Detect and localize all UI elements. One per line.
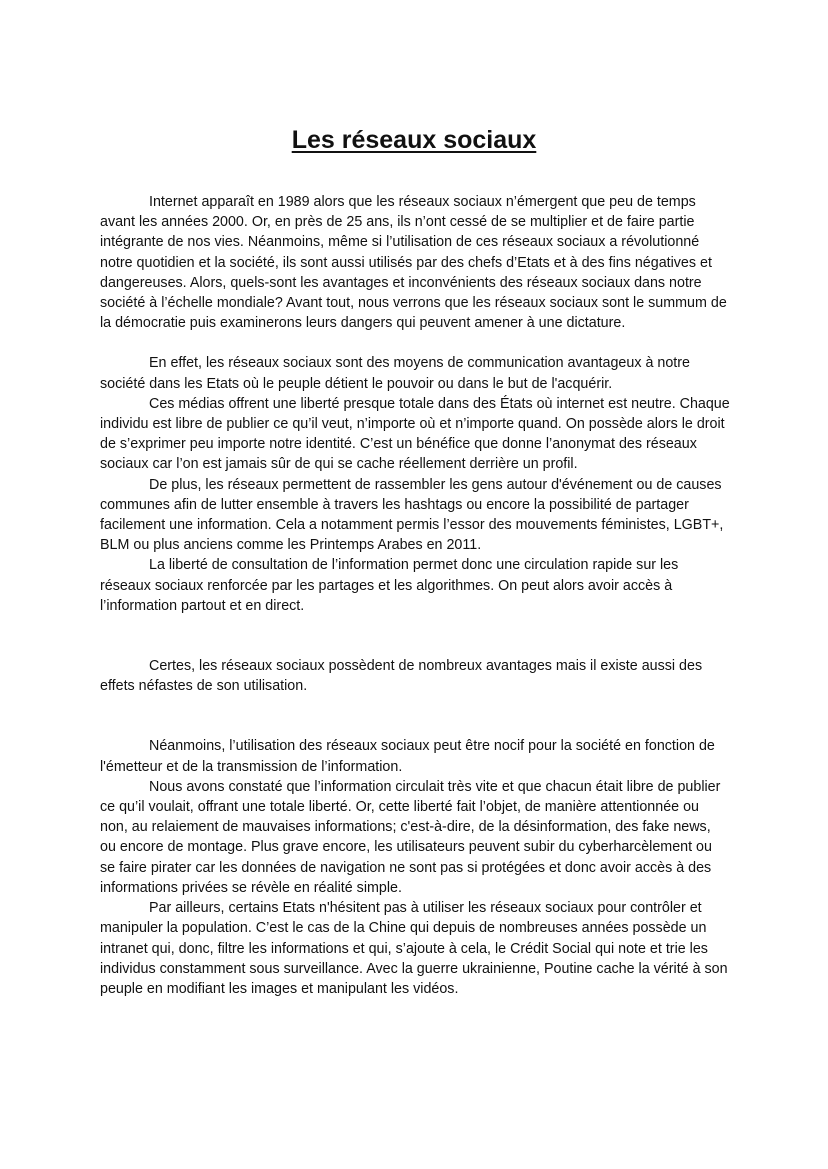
paragraph-hashtags: De plus, les réseaux permettent de rassembler les gens autour d'événement ou de causes communes afin de lutter ensemble à travers les hashtags ou encore la possibilité de partager facilement une information. Cela a notamment permis l’essor des mouvements féministes, LGBT+, BLM ou plus anciens comme les Printemps Arabes en 2011.: [100, 476, 724, 554]
paragraph-spacer: [100, 696, 730, 736]
document-title: Les réseaux sociaux: [291, 126, 537, 154]
paragraph-introduction: Internet apparaît en 1989 alors que les réseaux sociaux n’émergent que peu de temps avant les années 2000. Or, en près de 25 ans, ils n’ont cessé de se multiplier et de faire partie intégrante de nos vies. Néanmoins, même si l’utilisation de ces réseaux sociaux a révolutionné notre quotidien et la société, ils sont aussi utilisés par des chefs d’Etats et à des fins négatives et dangereuses. Alors, quels-sont les avantages et inconvénients des réseaux sociaux dans notre société à l’échelle mondiale? Avant tout, nous verrons que les réseaux sociaux sont le summum de la démocratie puis examinerons leurs dangers qui peuvent amener à une dictature.: [100, 194, 727, 332]
paragraph-spacer: [100, 616, 730, 656]
paragraph-spacer: [100, 333, 730, 353]
paragraph-part1-intro: En effet, les réseaux sociaux sont des moyens de communication avantageux à notre société dans les Etats où le peuple détient le pouvoir ou dans le but de l'acquérir.: [100, 355, 690, 392]
paragraph-freedom: Ces médias offrent une liberté presque totale dans des États où internet est neutre. Chaque individu est libre de publier ce qu’il veut, n’importe où et n’importe quand. On possède alors le droit de s’exprimer peu importe notre identité. C’est un bénéfice que donne l’anonymat des réseaux sociaux car l’on est jamais sûr de qui se cache réellement derrière un profil.: [100, 395, 730, 473]
paragraph-disinformation: Nous avons constaté que l’information circulait très vite et que chacun était libre de publier ce qu’il voulait, offrant une totale liberté. Or, cette liberté fait l’objet, de manière attentionnée ou non, au relaiement de mauvaises informations; c'est-à-dire, de la désinformation, des fake news, ou encore de montage. Plus grave encore, les utilisateurs peuvent subir du cyberharcèlement ou se faire pirater car les données de navigation ne sont pas si protégées et donc avoir accès à des informations privées se révèle en réalité simple.: [100, 778, 721, 896]
paragraph-part2-intro: Néanmoins, l’utilisation des réseaux sociaux peut être nocif pour la société en fonction de l'émetteur et de la transmission de l’information.: [100, 738, 715, 775]
paragraph-information: La liberté de consultation de l’information permet donc une circulation rapide sur les réseaux sociaux renforcée par les partages et les algorithmes. On peut alors avoir accès à l’information partout et en direct.: [100, 557, 679, 614]
paragraph-transition: Certes, les réseaux sociaux possèdent de nombreux avantages mais il existe aussi des effets néfastes de son utilisation.: [100, 658, 703, 695]
paragraph-state-control: Par ailleurs, certains Etats n'hésitent pas à utiliser les réseaux sociaux pour contrôler et manipuler la population. C’est le cas de la Chine qui depuis de nombreuses années possède un intranet qui, donc, filtre les informations et qui, s’ajoute à cela, le Crédit Social qui note et trie les individus constamment sous surveillance. Avec la guerre ukrainienne, Poutine cache la vérité à son peuple en modifiant les images et manipulant les vidéos.: [100, 900, 728, 997]
document-body: [100, 192, 730, 999]
